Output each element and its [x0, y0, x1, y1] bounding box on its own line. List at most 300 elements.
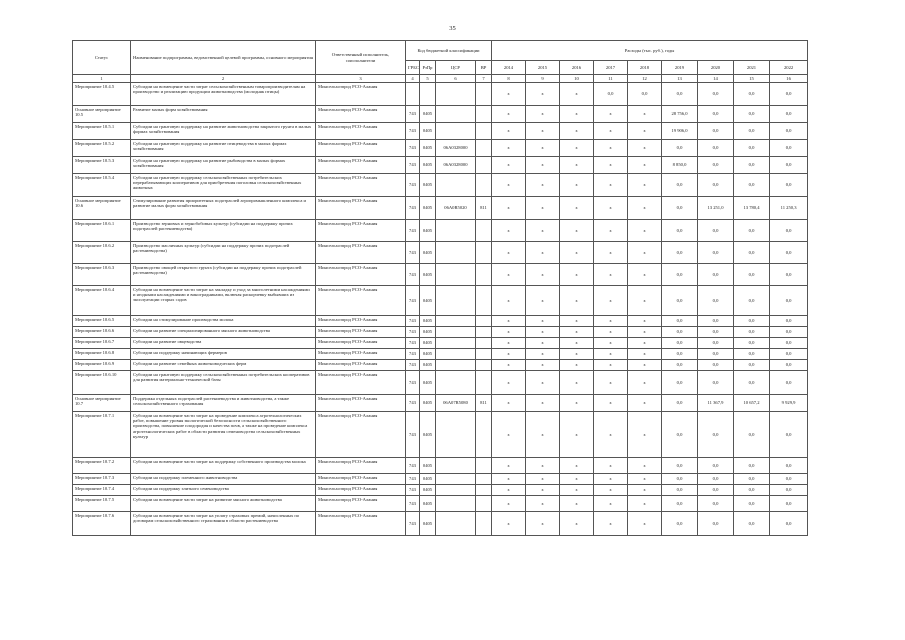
row-year-value: 0,0 [770, 220, 808, 242]
row-year-value: x [526, 106, 560, 123]
row-year-value: x [628, 197, 662, 220]
row-vr [476, 83, 492, 106]
row-vr [476, 264, 492, 286]
row-year-value: x [526, 286, 560, 316]
row-year-value: 0,0 [662, 371, 698, 395]
row-year-value: x [594, 197, 628, 220]
row-year-value: x [560, 140, 594, 157]
row-csr [436, 83, 476, 106]
row-status: Мероприятие 10.6.9 [73, 360, 131, 371]
row-year-value: x [560, 197, 594, 220]
column-number: 2 [131, 75, 316, 83]
row-year-value: 0,0 [770, 458, 808, 474]
row-name: Субсидии на поддержку элитного семеноводства [131, 485, 316, 496]
row-year-value: x [628, 349, 662, 360]
row-year-value: x [560, 338, 594, 349]
row-vr [476, 316, 492, 327]
row-year-value: x [594, 458, 628, 474]
row-year-value: 0,0 [628, 83, 662, 106]
row-year-value: 8 850,0 [662, 157, 698, 174]
row-year-value: 11 250,3 [770, 197, 808, 220]
row-executor: Минсельхозпрод РСО-Алания [316, 264, 406, 286]
row-year-value: 0,0 [734, 220, 770, 242]
row-year-value: x [594, 512, 628, 536]
row-year-value: 0,0 [698, 512, 734, 536]
row-year-value: 0,0 [698, 123, 734, 140]
row-year-value: x [628, 264, 662, 286]
header-code-col: ЦСР [436, 61, 476, 75]
row-grbs: 743 [406, 197, 420, 220]
row-executor: Минсельхозпрод РСО-Алания [316, 316, 406, 327]
row-vr [476, 220, 492, 242]
row-year-value: 0,0 [770, 316, 808, 327]
row-name: Развитие малых форм хозяйствования [131, 106, 316, 123]
row-grbs: 743 [406, 496, 420, 512]
row-grbs: 743 [406, 458, 420, 474]
row-year-value: x [526, 496, 560, 512]
row-grbs: 743 [406, 174, 420, 197]
row-year-value: x [492, 140, 526, 157]
row-vr [476, 349, 492, 360]
row-status: Мероприятие 10.6.2 [73, 242, 131, 264]
row-year-value: x [526, 264, 560, 286]
row-grbs: 743 [406, 412, 420, 458]
row-year-value: x [492, 264, 526, 286]
row-rzpr: 0405 [420, 349, 436, 360]
row-year-value: x [526, 316, 560, 327]
row-year-value: x [594, 371, 628, 395]
row-year-value: 0,0 [698, 327, 734, 338]
header-code-col: ВР [476, 61, 492, 75]
column-number: 3 [316, 75, 406, 83]
row-year-value: x [628, 286, 662, 316]
row-year-value: 0,0 [734, 458, 770, 474]
row-grbs: 743 [406, 286, 420, 316]
header-year: 2019 [662, 61, 698, 75]
row-year-value: x [594, 123, 628, 140]
row-year-value: 0,0 [698, 458, 734, 474]
row-year-value: x [560, 349, 594, 360]
row-csr [436, 220, 476, 242]
row-year-value: x [560, 286, 594, 316]
table-row [73, 174, 808, 197]
row-year-value: x [526, 474, 560, 485]
row-year-value: x [628, 157, 662, 174]
row-rzpr: 0405 [420, 316, 436, 327]
row-year-value: x [594, 496, 628, 512]
row-year-value: x [628, 360, 662, 371]
row-year-value: 0,0 [662, 140, 698, 157]
row-year-value: x [492, 458, 526, 474]
row-vr [476, 123, 492, 140]
row-year-value: 0,0 [734, 242, 770, 264]
row-status: Мероприятие 10.7.1 [73, 412, 131, 458]
row-year-value: 0,0 [662, 220, 698, 242]
row-vr [476, 338, 492, 349]
row-year-value: 0,0 [698, 264, 734, 286]
table-row [73, 242, 808, 264]
row-rzpr: 0405 [420, 496, 436, 512]
table-row [73, 395, 808, 412]
row-name: Субсидии на грантовую поддержку сельскохозяйственных потребительских кооперативов для развития материально-технической базы [131, 371, 316, 395]
row-executor: Минсельхозпрод РСО-Алания [316, 349, 406, 360]
column-number: 10 [560, 75, 594, 83]
row-year-value: x [526, 174, 560, 197]
row-status: Мероприятие 10.6.8 [73, 349, 131, 360]
row-executor: Минсельхозпрод РСО-Алания [316, 395, 406, 412]
header-year: 2017 [594, 61, 628, 75]
row-year-value: x [594, 286, 628, 316]
table-row [73, 474, 808, 485]
row-status: Мероприятие 10.6.4 [73, 286, 131, 316]
row-grbs: 743 [406, 485, 420, 496]
row-rzpr: 0405 [420, 106, 436, 123]
row-year-value: x [594, 174, 628, 197]
header-status: Статус [73, 41, 131, 75]
row-rzpr: 0405 [420, 140, 436, 157]
row-executor: Минсельхозпрод РСО-Алания [316, 485, 406, 496]
row-grbs: 743 [406, 395, 420, 412]
row-status: Мероприятие 10.7.4 [73, 485, 131, 496]
row-year-value: x [492, 83, 526, 106]
row-status: Мероприятие 10.7.3 [73, 474, 131, 485]
row-year-value: 0,0 [698, 338, 734, 349]
header-year: 2021 [734, 61, 770, 75]
row-vr [476, 371, 492, 395]
row-name: Субсидии на возмещение части затрат на поддержку собственного производства молока [131, 458, 316, 474]
row-year-value: 19 906,0 [662, 123, 698, 140]
row-year-value: 0,0 [662, 174, 698, 197]
row-year-value: 0,0 [734, 264, 770, 286]
row-year-value: 0,0 [662, 360, 698, 371]
row-year-value: 0,0 [698, 496, 734, 512]
header-executor: Ответственный исполнитель, соисполнители [316, 41, 406, 75]
row-year-value: x [628, 242, 662, 264]
row-year-value: x [560, 371, 594, 395]
row-year-value: x [594, 395, 628, 412]
row-status: Мероприятие 10.5.4 [73, 174, 131, 197]
row-year-value: 0,0 [698, 83, 734, 106]
row-year-value: x [628, 458, 662, 474]
row-csr: 06А0328000 [436, 157, 476, 174]
row-grbs: 743 [406, 264, 420, 286]
row-year-value: 0,0 [698, 140, 734, 157]
row-year-value: x [628, 485, 662, 496]
row-grbs: 743 [406, 316, 420, 327]
row-grbs: 743 [406, 140, 420, 157]
column-number: 15 [734, 75, 770, 83]
row-year-value: x [492, 106, 526, 123]
row-year-value: x [594, 360, 628, 371]
row-year-value: x [594, 242, 628, 264]
row-year-value: x [526, 485, 560, 496]
row-year-value: x [560, 174, 594, 197]
row-year-value: x [526, 395, 560, 412]
row-csr [436, 474, 476, 485]
column-number: 4 [406, 75, 420, 83]
row-year-value: x [628, 474, 662, 485]
row-year-value: x [526, 327, 560, 338]
row-year-value: 10 657,2 [734, 395, 770, 412]
row-grbs: 743 [406, 371, 420, 395]
row-executor: Минсельхозпрод РСО-Алания [316, 371, 406, 395]
row-year-value: 0,0 [734, 286, 770, 316]
row-csr [436, 264, 476, 286]
row-csr [436, 286, 476, 316]
row-year-value: x [492, 371, 526, 395]
row-rzpr: 0405 [420, 157, 436, 174]
row-csr [436, 371, 476, 395]
row-year-value: x [492, 412, 526, 458]
row-year-value: 0,0 [770, 174, 808, 197]
table-row [73, 349, 808, 360]
row-year-value: 0,0 [770, 360, 808, 371]
row-year-value: 0,0 [662, 338, 698, 349]
row-year-value: x [526, 83, 560, 106]
row-grbs: 743 [406, 327, 420, 338]
row-year-value: 11 367,9 [698, 395, 734, 412]
row-grbs [406, 83, 420, 106]
row-executor: Минсельхозпрод РСО-Алания [316, 140, 406, 157]
row-year-value: x [492, 485, 526, 496]
row-csr [436, 496, 476, 512]
row-year-value: x [560, 458, 594, 474]
row-year-value: x [526, 140, 560, 157]
row-name: Субсидии на грантовую поддержку на развитие животноводства закрытого грунта в малых формах хозяйствования [131, 123, 316, 140]
row-year-value: x [594, 338, 628, 349]
row-rzpr: 0405 [420, 242, 436, 264]
row-vr [476, 286, 492, 316]
row-rzpr [420, 83, 436, 106]
table-row [73, 371, 808, 395]
row-name: Субсидии на стимулирование производства молока [131, 316, 316, 327]
header-year: 2018 [628, 61, 662, 75]
row-year-value: 0,0 [734, 316, 770, 327]
row-year-value: x [492, 316, 526, 327]
row-year-value: 0,0 [734, 338, 770, 349]
row-vr [476, 474, 492, 485]
row-year-value: 0,0 [770, 157, 808, 174]
column-number: 13 [662, 75, 698, 83]
row-executor: Минсельхозпрод РСО-Алания [316, 360, 406, 371]
row-year-value: 9 929,9 [770, 395, 808, 412]
row-name: Субсидии на возмещение части затрат сельскохозяйственным товаропроизводителям на производство и реализацию продукции животноводства (молодняк птицы) [131, 83, 316, 106]
row-name: Субсидии на развитие специализированного мясного животноводства [131, 327, 316, 338]
row-year-value: x [526, 123, 560, 140]
row-executor: Минсельхозпрод РСО-Алания [316, 197, 406, 220]
row-csr [436, 338, 476, 349]
row-year-value: x [594, 157, 628, 174]
row-executor: Минсельхозпрод РСО-Алания [316, 327, 406, 338]
table-row [73, 106, 808, 123]
column-number: 1 [73, 75, 131, 83]
row-year-value: 0,0 [698, 220, 734, 242]
row-rzpr: 0405 [420, 264, 436, 286]
row-year-value: 0,0 [662, 286, 698, 316]
row-year-value: x [560, 327, 594, 338]
row-year-value: 0,0 [770, 485, 808, 496]
row-rzpr: 0405 [420, 174, 436, 197]
row-name: Производство масличных культур (субсидии на поддержку прочих подотраслей растениеводства) [131, 242, 316, 264]
row-csr: 06А07R5080 [436, 395, 476, 412]
row-year-value: x [594, 412, 628, 458]
column-number: 9 [526, 75, 560, 83]
row-csr: 06А0328000 [436, 140, 476, 157]
row-year-value: x [526, 220, 560, 242]
row-year-value: x [628, 371, 662, 395]
row-grbs: 743 [406, 360, 420, 371]
row-year-value: 0,0 [734, 157, 770, 174]
row-year-value: 13 780,4 [734, 197, 770, 220]
row-status: Мероприятие 10.7.6 [73, 512, 131, 536]
header-year: 2016 [560, 61, 594, 75]
table-row [73, 286, 808, 316]
row-year-value: 0,0 [770, 412, 808, 458]
row-year-value: x [594, 106, 628, 123]
row-name: Субсидии на грантовую поддержку на развитие рыбоводства в малых формах хозяйствования [131, 157, 316, 174]
row-status: Основное мероприятие 10.6 [73, 197, 131, 220]
row-year-value: 0,0 [698, 360, 734, 371]
row-grbs: 743 [406, 349, 420, 360]
row-year-value: x [492, 360, 526, 371]
row-executor: Минсельхозпрод РСО-Алания [316, 286, 406, 316]
table-row [73, 485, 808, 496]
row-grbs: 743 [406, 123, 420, 140]
column-number: 12 [628, 75, 662, 83]
row-status: Мероприятие 10.5.2 [73, 140, 131, 157]
row-year-value: 0,0 [662, 349, 698, 360]
table-row [73, 140, 808, 157]
row-vr [476, 458, 492, 474]
row-year-value: 0,0 [734, 140, 770, 157]
row-rzpr: 0405 [420, 220, 436, 242]
row-name: Субсидии на возмещение части затрат на уплату страховых премий, начисленных по договорам сельскохозяйственного страхования в области растениеводства [131, 512, 316, 536]
row-year-value: x [628, 316, 662, 327]
row-year-value: x [628, 496, 662, 512]
row-csr [436, 106, 476, 123]
header-year: 2020 [698, 61, 734, 75]
row-csr [436, 316, 476, 327]
row-name: Производство зерновых и зернобобовых культур (субсидии на поддержку прочих подотраслей растениеводства) [131, 220, 316, 242]
row-csr [436, 485, 476, 496]
row-vr [476, 327, 492, 338]
row-executor: Минсельхозпрод РСО-Алания [316, 242, 406, 264]
row-year-value: 0,0 [734, 123, 770, 140]
row-year-value: x [560, 474, 594, 485]
row-year-value: 0,0 [734, 83, 770, 106]
table-row [73, 264, 808, 286]
row-rzpr: 0405 [420, 512, 436, 536]
column-number: 6 [436, 75, 476, 83]
row-year-value: x [628, 123, 662, 140]
header-budget-code: Код бюджетной классификации [406, 41, 492, 61]
row-year-value: 0,0 [734, 496, 770, 512]
row-status: Мероприятие 10.6.10 [73, 371, 131, 395]
row-year-value: 0,0 [662, 496, 698, 512]
row-year-value: x [526, 412, 560, 458]
row-csr [436, 242, 476, 264]
row-year-value: 0,0 [698, 242, 734, 264]
row-status: Мероприятие 10.6.1 [73, 220, 131, 242]
header-year: 2014 [492, 61, 526, 75]
table-row [73, 458, 808, 474]
table-row [73, 197, 808, 220]
row-csr [436, 412, 476, 458]
row-year-value: x [526, 371, 560, 395]
row-year-value: x [560, 512, 594, 536]
row-csr [436, 360, 476, 371]
row-rzpr: 0405 [420, 360, 436, 371]
row-executor: Минсельхозпрод РСО-Алания [316, 83, 406, 106]
row-year-value: x [560, 123, 594, 140]
row-year-value: 0,0 [698, 106, 734, 123]
column-number: 11 [594, 75, 628, 83]
header-year: 2022 [770, 61, 808, 75]
row-status: Мероприятие 10.4.5 [73, 83, 131, 106]
row-executor: Минсельхозпрод РСО-Алания [316, 106, 406, 123]
row-year-value: x [628, 395, 662, 412]
row-year-value: 0,0 [770, 123, 808, 140]
row-year-value: x [492, 349, 526, 360]
row-status: Мероприятие 10.5.3 [73, 157, 131, 174]
row-vr [476, 242, 492, 264]
row-year-value: x [560, 395, 594, 412]
row-year-value: x [594, 264, 628, 286]
row-year-value: 0,0 [662, 485, 698, 496]
row-year-value: x [594, 316, 628, 327]
row-year-value: x [526, 349, 560, 360]
row-year-value: x [560, 83, 594, 106]
row-executor: Минсельхозпрод РСО-Алания [316, 412, 406, 458]
row-executor: Минсельхозпрод РСО-Алания [316, 220, 406, 242]
row-year-value: 0,0 [698, 371, 734, 395]
row-grbs: 743 [406, 338, 420, 349]
row-year-value: 0,0 [770, 242, 808, 264]
row-year-value: x [492, 496, 526, 512]
row-year-value: x [628, 338, 662, 349]
row-year-value: x [492, 327, 526, 338]
row-vr [476, 496, 492, 512]
column-number: 8 [492, 75, 526, 83]
row-name: Субсидии на возмещение части затрат на проведение комплекса агротехнологических работ, повышение уровня экологической безопасности сельскохозяйственного производства, повышение плодородия и качества почв, а также на проведение комплекса агротехнологических работ в области развития семеноводства сельскохозяйственных культур [131, 412, 316, 458]
row-vr: 811 [476, 197, 492, 220]
row-year-value: 0,0 [734, 371, 770, 395]
row-status: Мероприятие 10.6.6 [73, 327, 131, 338]
row-vr [476, 174, 492, 197]
table-row [73, 316, 808, 327]
row-year-value: 0,0 [734, 485, 770, 496]
row-year-value: 0,0 [734, 327, 770, 338]
row-rzpr: 0405 [420, 197, 436, 220]
row-year-value: x [594, 140, 628, 157]
row-year-value: x [526, 512, 560, 536]
row-year-value: 0,0 [770, 371, 808, 395]
row-year-value: x [560, 316, 594, 327]
row-year-value: 0,0 [662, 197, 698, 220]
column-number: 7 [476, 75, 492, 83]
row-name: Производство овощей открытого грунта (субсидии на поддержку прочих подотраслей растениеводства) [131, 264, 316, 286]
table-row [73, 512, 808, 536]
row-vr [476, 157, 492, 174]
column-number: 5 [420, 75, 436, 83]
row-rzpr: 0405 [420, 338, 436, 349]
expenses-table [72, 40, 808, 536]
row-executor: Минсельхозпрод РСО-Алания [316, 496, 406, 512]
row-grbs: 743 [406, 512, 420, 536]
row-year-value: 0,0 [662, 395, 698, 412]
row-year-value: x [492, 157, 526, 174]
row-status: Мероприятие 10.6.5 [73, 316, 131, 327]
